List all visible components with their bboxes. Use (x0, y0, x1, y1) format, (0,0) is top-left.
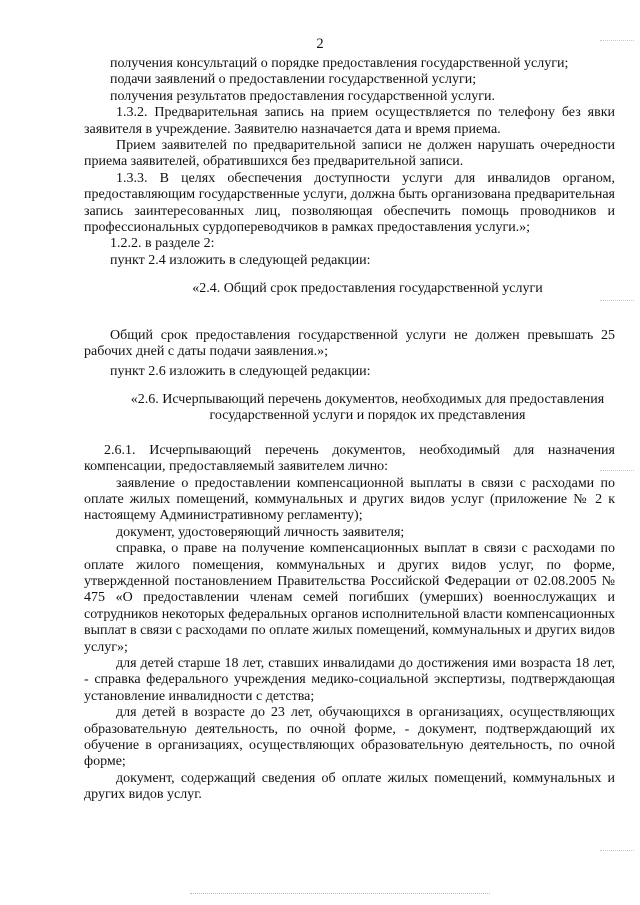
paragraph-item-2-6: пункт 2.6 изложить в следующей редакции: (110, 363, 371, 379)
paragraph-queue: Прием заявителей по предварительной записи не должен нарушать очередности приема заявителей, обратившихся без предварительной записи. (84, 138, 615, 170)
paragraph-1-2-2: 1.2.2. в разделе 2: (110, 236, 215, 252)
paragraph-results: получения результатов предоставления государственной услуги. (110, 88, 495, 104)
document-body (84, 56, 615, 804)
paragraph-certificate: справка, о праве на получение компенсационных выплат в связи с расходами по оплате жилого помещения, коммунальных и других видов услуг, по форме, утвержденной постановлением Правительства Российской Федерации от 02.08.2005 № 475 «О предоставлении членам семей погибших (умерших) военнослужащих и сотрудников некоторых федеральных органов исполнительной власти компенсационных выплат в связи с расходами по оплате жилых помещений, коммунальных и других видов услуг»; (84, 541, 615, 655)
paragraph-disabled-children: для детей старше 18 лет, ставших инвалидами до достижения ими возраста 18 лет, - справка федерального учреждения медико-социальной экспертизы, подтверждающая установление инвалидности с детства; (84, 656, 615, 704)
scan-margin-noise (600, 300, 634, 309)
paragraph-2-6-1: 2.6.1. Исчерпывающий перечень документов, необходимый для назначения компенсации, предоставляемый заявителем лично: (84, 442, 615, 475)
paragraph-1-3-2: 1.3.2. Предварительная запись на прием осуществляется по телефону без явки заявителя в учреждение. Заявителю назначается дата и время приема. (84, 105, 615, 137)
scan-bottom-noise (190, 893, 490, 894)
paragraph-term: Общий срок предоставления государственной услуги не должен превышать 25 рабочих дней с даты подачи заявления.»; (84, 327, 615, 360)
paragraph-application-form: заявление о предоставлении компенсационной выплаты в связи с расходами по оплате жилых помещений, коммунальных и других видов услуг (приложение № 2 к настоящему Административному регламенту); (84, 475, 615, 524)
section-heading-2-4: «2.4. Общий срок предоставления государственной услуги (192, 281, 543, 297)
paragraph-identity-document: документ, удостоверяющий личность заявителя; (116, 524, 405, 540)
page-number: 2 (316, 36, 324, 52)
paragraph-1-3-3: 1.3.3. В целях обеспечения доступности услуги для инвалидов органом, предоставляющим государственные услуги, должна быть организована предварительная запись заинтересованных лиц, позволяющая обеспечить помощь проводников и профессиональных сурдопереводчиков в рамках предоставления услуги.»; (84, 170, 615, 236)
paragraph-students: для детей в возрасте до 23 лет, обучающихся в организациях, осуществляющих образовательную деятельность, по очной форме, - документ, подтверждающий их обучение в организациях, осуществляющих образовательную деятельность, по очной форме; (84, 705, 615, 770)
scan-margin-noise (600, 470, 634, 479)
paragraph-item-2-4: пункт 2.4 изложить в следующей редакции: (110, 252, 371, 268)
section-heading-2-6: «2.6. Исчерпывающий перечень документов, необходимых для предоставления государственной услуги и порядок их представления (130, 391, 605, 424)
paragraph-applications: подачи заявлений о предоставлении государственной услуги; (110, 72, 477, 88)
scan-margin-noise (600, 850, 634, 859)
paragraph-payment-info: документ, содержащий сведения об оплате жилых помещений, коммунальных и других видов услуг. (84, 770, 615, 803)
scan-margin-noise (600, 40, 634, 49)
paragraph-consultations: получения консультаций о порядке предоставления государственной услуги; (110, 56, 569, 71)
